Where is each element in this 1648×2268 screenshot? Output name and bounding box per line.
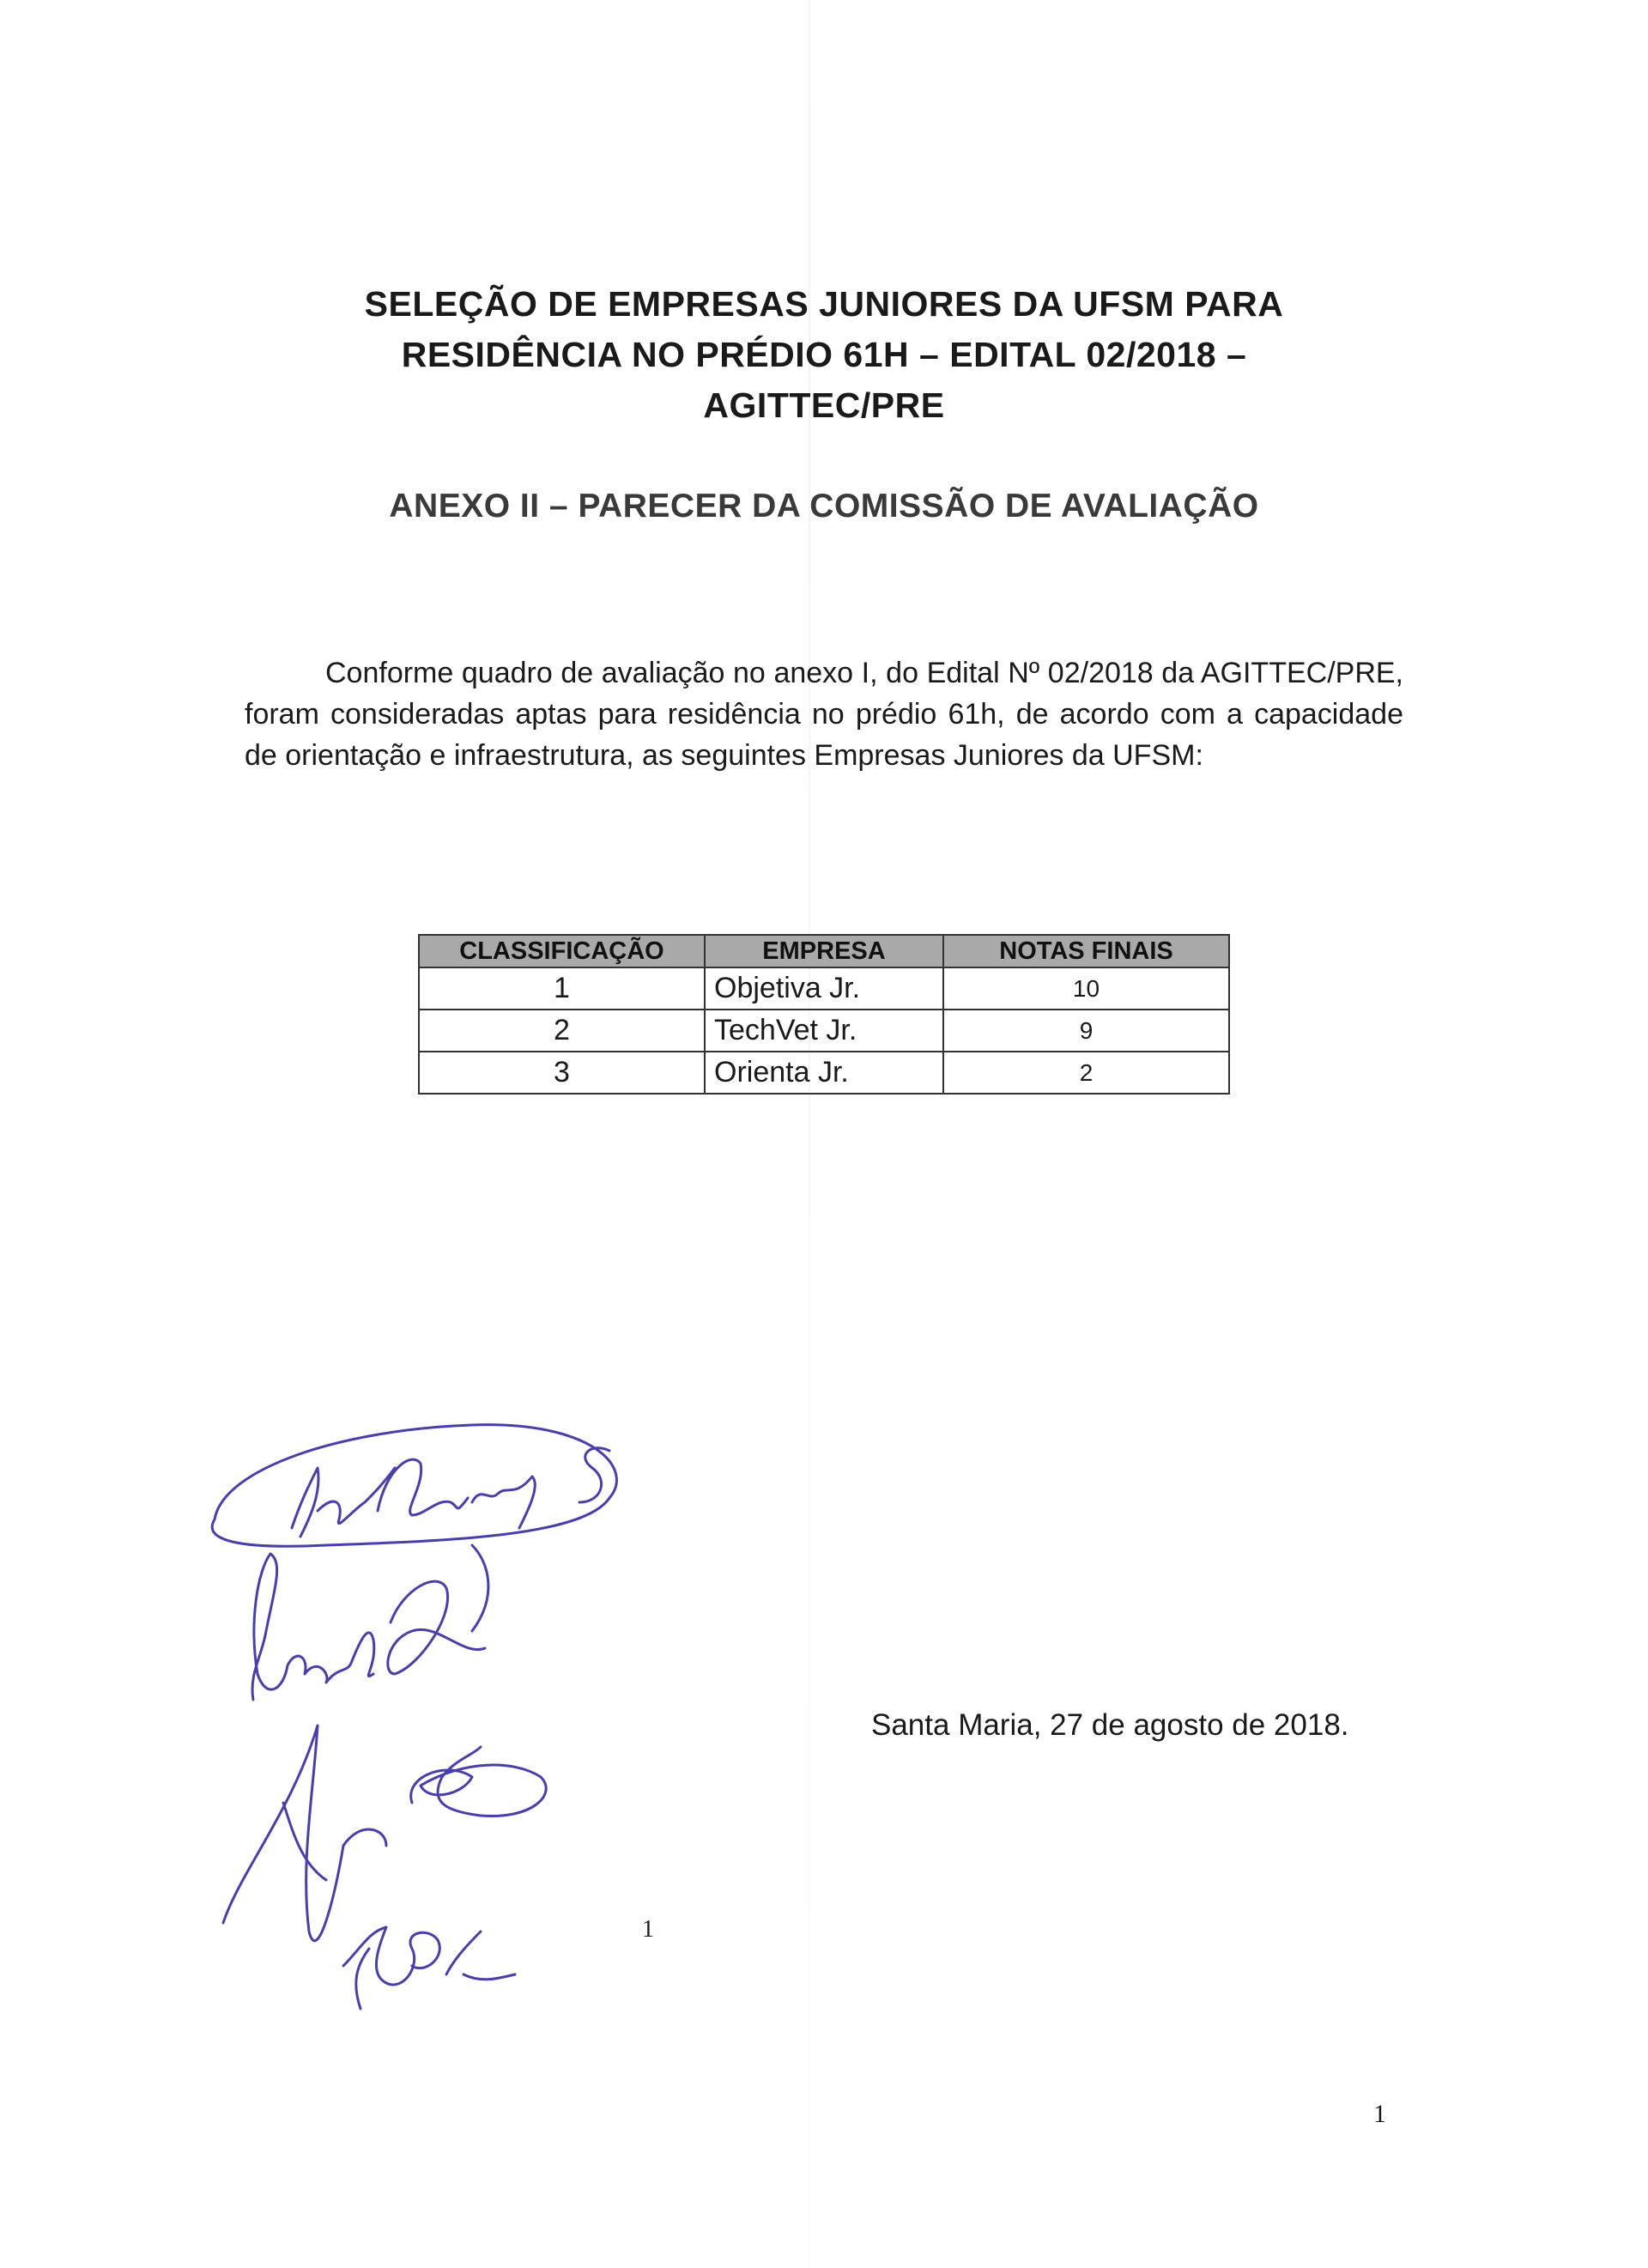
results-table bbox=[418, 934, 1230, 1095]
table-header-row bbox=[419, 935, 1229, 967]
annex-title: ANEXO II – PARECER DA COMISSÃO DE AVALIAÇÃO bbox=[389, 488, 1259, 525]
title-line-1: SELEÇÃO DE EMPRESAS JUNIORES DA UFSM PARA bbox=[364, 284, 1284, 324]
page-number: 1 bbox=[1373, 2100, 1386, 2128]
inner-page-number: 1 bbox=[642, 1916, 654, 1943]
rank-cell: 2 bbox=[419, 1010, 705, 1052]
signature-2 bbox=[252, 1545, 488, 1700]
company-cell: TechVet Jr. bbox=[705, 1010, 943, 1052]
header-notas-finais: NOTAS FINAIS bbox=[943, 935, 1229, 967]
intro-paragraph: Conforme quadro de avaliação no anexo I, do Edital Nº 02/2018 da AGITTEC/PRE, foram consideradas aptas para residência no prédio 61h, de acordo com a capacidade de orientação e infraestrutura, as seguintes Empresas Juniores da UFSM: bbox=[245, 657, 1403, 772]
signatures bbox=[189, 1416, 670, 2035]
signature-1 bbox=[212, 1425, 616, 1547]
score-cell: 2 bbox=[943, 1052, 1229, 1094]
rank-cell: 1 bbox=[419, 967, 705, 1010]
table-row bbox=[419, 967, 1229, 1010]
rank-cell: 3 bbox=[419, 1052, 705, 1094]
place-date: Santa Maria, 27 de agosto de 2018. bbox=[871, 1708, 1349, 1742]
company-cell: Orienta Jr. bbox=[705, 1052, 943, 1094]
signature-3 bbox=[223, 1725, 546, 1941]
table-row bbox=[419, 1010, 1229, 1052]
handwritten-signatures bbox=[189, 1416, 670, 2035]
title-line-3: AGITTEC/PRE bbox=[703, 385, 945, 425]
score-cell: 10 bbox=[943, 967, 1229, 1010]
header-empresa: EMPRESA bbox=[705, 935, 943, 967]
header-classificacao: CLASSIFICAÇÃO bbox=[419, 935, 705, 967]
score-cell: 9 bbox=[943, 1010, 1229, 1052]
document-title bbox=[258, 279, 1390, 431]
company-cell: Objetiva Jr. bbox=[705, 967, 943, 1010]
title-line-2: RESIDÊNCIA NO PRÉDIO 61H – EDITAL 02/2018 – bbox=[401, 335, 1247, 374]
signature-4 bbox=[343, 1927, 515, 2009]
table-row bbox=[419, 1052, 1229, 1094]
